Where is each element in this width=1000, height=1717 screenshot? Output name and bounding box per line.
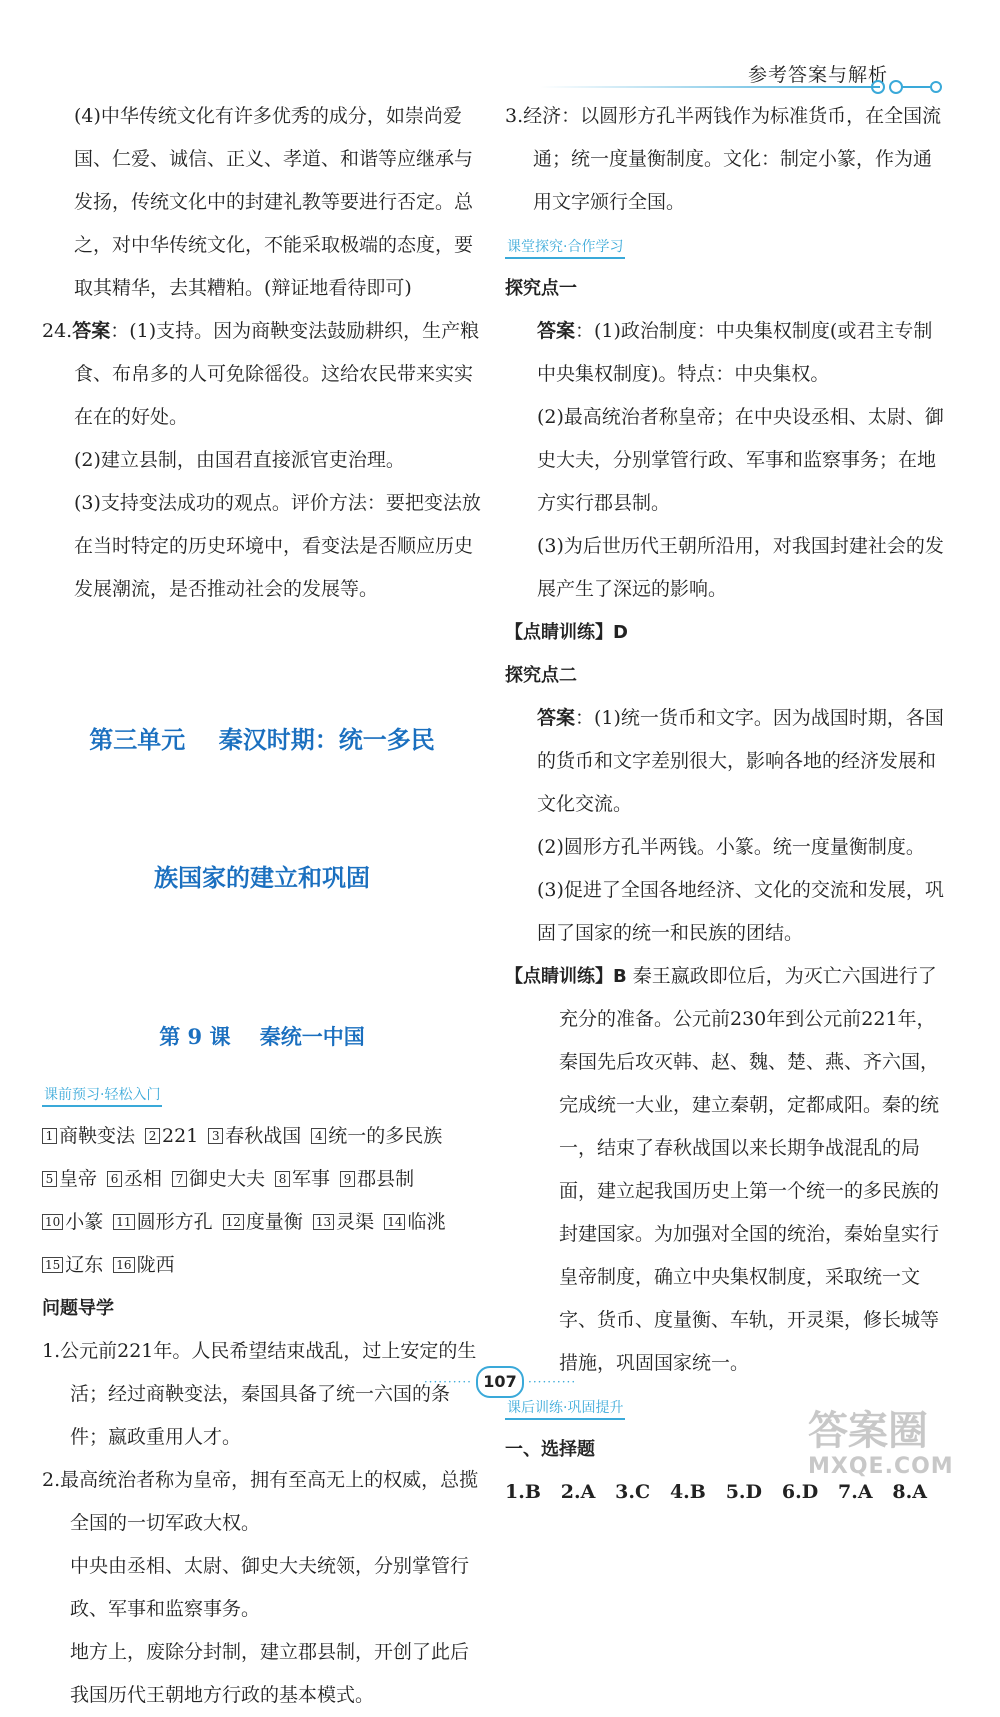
left-column: [42, 95, 482, 1717]
page-footer: [420, 1362, 580, 1402]
unit-title-line1: 第三单元 秦汉时期：统一多民: [89, 726, 435, 754]
footer-dots-left: ··········: [423, 1375, 472, 1389]
item-number-box: 3: [208, 1128, 223, 1144]
header-divider: [540, 86, 880, 88]
explore-2-part2: (2)圆形方孔半两钱。小篆。统一度量衡制度。: [537, 836, 925, 858]
fill-in-answers: [42, 1115, 482, 1287]
fill-item: [107, 1158, 162, 1201]
fill-item: [313, 1201, 374, 1244]
item-text: 灵渠: [336, 1211, 375, 1233]
fill-item: [384, 1201, 445, 1244]
explore-1-part3: (3)为后世历代王朝所沿用，对我国封建社会的发展产生了深远的影响。: [537, 535, 944, 600]
item-number-box: 12: [223, 1214, 244, 1230]
fill-item: [275, 1158, 330, 1201]
item-text: 221: [162, 1125, 199, 1147]
fill-item: [113, 1244, 174, 1287]
item-number-box: 15: [42, 1257, 63, 1273]
item-number-box: 13: [313, 1214, 334, 1230]
training-1: [505, 611, 945, 654]
right-column: [505, 95, 945, 1514]
item-text: 皇帝: [59, 1168, 98, 1190]
fill-row: [42, 1201, 482, 1244]
item-text: 度量衡: [245, 1211, 303, 1233]
item-text: 商鞅变法: [59, 1125, 136, 1147]
guide-answer-2-local: 地方上，废除分封制，建立郡县制，开创了此后我国历代王朝地方行政的基本模式。: [70, 1641, 470, 1706]
section-label-preview: 课前预习·轻松入门: [42, 1086, 162, 1107]
explore-point-2-heading: 探究点二: [505, 665, 577, 686]
watermark-url: MXQE.COM: [808, 1454, 954, 1479]
fill-item: [340, 1158, 414, 1201]
fill-row: [42, 1244, 482, 1287]
training-2: [505, 955, 945, 1385]
answer-label: 答案: [537, 320, 576, 342]
item-text: 丞相: [124, 1168, 163, 1190]
fill-item: [172, 1158, 265, 1201]
guide-answer-3: 3.经济：以圆形方孔半两钱作为标准货币，在全国流通；统一度量衡制度。文化：制定小篆，作为通用文字颁行全国。: [505, 105, 942, 213]
question-number: 24.: [42, 320, 73, 342]
unit-title: [42, 611, 482, 993]
item-number-box: 8: [275, 1171, 290, 1187]
answer-24-part3: (3)支持变法成功的观点。评价方法：要把变法放在当时特定的历史环境中，看变法是否顺应历史发展潮流，是否推动社会的发展等。: [74, 492, 481, 600]
item-text: 军事: [292, 1168, 331, 1190]
item-number-box: 16: [113, 1257, 134, 1273]
fill-row: [42, 1115, 482, 1158]
fill-item: [113, 1201, 212, 1244]
explore-point-1-heading: 探究点一: [505, 278, 577, 299]
training-2-explanation: 秦王嬴政即位后，为灭亡六国进行了充分的准备。公元前230年到公元前221年，秦国先后攻灭韩、赵、魏、楚、燕、齐六国，完成统一大业，建立秦朝，定都咸阳。秦的统一，结束了春秋战国以来长期争战混乱的局面，建立起我国历史上第一个统一的多民族的封建国家。为加强对全国的统治，秦始皇实行皇帝制度，确立中央集权制度，采取统一文字、货币、度量衡、车轨，开灵渠，修长城等措施，巩固国家统一。: [559, 965, 940, 1374]
item-number-box: 6: [107, 1171, 122, 1187]
item-number-box: 7: [172, 1171, 187, 1187]
explore-2-part3: (3)促进了全国各地经济、文化的交流和发展，巩固了国家的统一和民族的团结。: [537, 879, 944, 944]
guide-answer-2: 2.最高统治者称为皇帝，拥有至高无上的权威，总揽全国的一切军政大权。: [42, 1469, 479, 1534]
answer-24-part1: ：(1)支持。因为商鞅变法鼓励耕织，生产粮食、布帛多的人可免除徭役。这给农民带来实实在在的好处。: [74, 320, 480, 428]
item-text: 小篆: [65, 1211, 104, 1233]
footer-dots-right: ··········: [528, 1375, 577, 1389]
item-number-box: 14: [384, 1214, 405, 1230]
item-text: 御史大夫: [189, 1168, 266, 1190]
fill-item: [42, 1244, 103, 1287]
header-title: 参考答案与解析: [747, 64, 888, 86]
fill-item: [311, 1115, 442, 1158]
item-number-box: 2: [145, 1128, 160, 1144]
fill-item: [42, 1158, 97, 1201]
explore-1-part2: (2)最高统治者称皇帝；在中央设丞相、太尉、御史大夫，分别掌管行政、军事和监察事务；在地方实行郡县制。: [537, 406, 944, 514]
guide-answer-1: 1.公元前221年。人民希望结束战乱，过上安定的生活；经过商鞅变法，秦国具备了统一六国的条件；嬴政重用人才。: [42, 1340, 477, 1448]
training-answer: B: [613, 966, 627, 987]
item-text: 圆形方孔: [136, 1211, 213, 1233]
watermark-text: 答案圈: [808, 1408, 928, 1454]
item-text: 陇西: [136, 1254, 175, 1276]
fill-item: [208, 1115, 301, 1158]
guide-answer-2-central: 中央由丞相、太尉、御史大夫统领，分别掌管行政、军事和监察事务。: [70, 1555, 470, 1620]
section-label-after: 课后训练·巩固提升: [505, 1399, 625, 1420]
answer-label: 答案: [537, 707, 576, 729]
watermark-logo: [808, 1408, 978, 1482]
answer-label: 答案: [72, 320, 111, 342]
item-number-box: 10: [42, 1214, 63, 1230]
training-answer: D: [613, 622, 628, 643]
unit-title-line2: 族国家的建立和巩固: [154, 864, 370, 892]
training-label: 【点睛训练】: [505, 622, 613, 643]
item-number-box: 1: [42, 1128, 57, 1144]
page-number: 107: [476, 1366, 524, 1398]
item-number-box: 11: [113, 1214, 134, 1230]
answer-24-part2: (2)建立县制，由国君直接派官吏治理。: [74, 449, 405, 471]
explore-1-part1: ：(1)政治制度：中央集权制度(或君主专制中央集权制度)。特点：中央集权。: [537, 320, 933, 385]
choice-answers: 1.B 2.A 3.C 4.B 5.D 6.D 7.A 8.A: [505, 1481, 928, 1503]
fill-item: [42, 1115, 135, 1158]
item-number-box: 5: [42, 1171, 57, 1187]
answer-24: [42, 310, 482, 439]
item-number-box: 9: [340, 1171, 355, 1187]
lesson-title: 第 9 课 秦统一中国: [159, 1024, 365, 1049]
explore-2-part1: ：(1)统一货币和文字。因为战国时期，各国的货币和文字差别很大，影响各地的经济发展和文化交流。: [537, 707, 944, 815]
choice-heading: 一、选择题: [505, 1439, 595, 1460]
fill-item: [223, 1201, 303, 1244]
explore-2-answer: [505, 697, 945, 826]
training-label: 【点睛训练】: [505, 966, 613, 987]
fill-row: [42, 1158, 482, 1201]
guide-heading: 问题导学: [42, 1298, 114, 1319]
answer-23-part4: (4)中华传统文化有许多优秀的成分，如崇尚爱国、仁爱、诚信、正义、孝道、和谐等应继承与发扬，传统文化中的封建礼教等要进行否定。总之，对中华传统文化，不能采取极端的态度，要取其精华，去其糟粕。(辩证地看待即可): [74, 105, 474, 299]
section-label-class: 课堂探究·合作学习: [505, 238, 625, 259]
item-text: 春秋战国: [225, 1125, 302, 1147]
fill-item: [145, 1115, 198, 1158]
item-number-box: 4: [311, 1128, 326, 1144]
item-text: 临洮: [407, 1211, 446, 1233]
item-text: 郡县制: [357, 1168, 415, 1190]
item-text: 辽东: [65, 1254, 104, 1276]
item-text: 统一的多民族: [328, 1125, 443, 1147]
fill-item: [42, 1201, 103, 1244]
explore-1-answer: [505, 310, 945, 396]
